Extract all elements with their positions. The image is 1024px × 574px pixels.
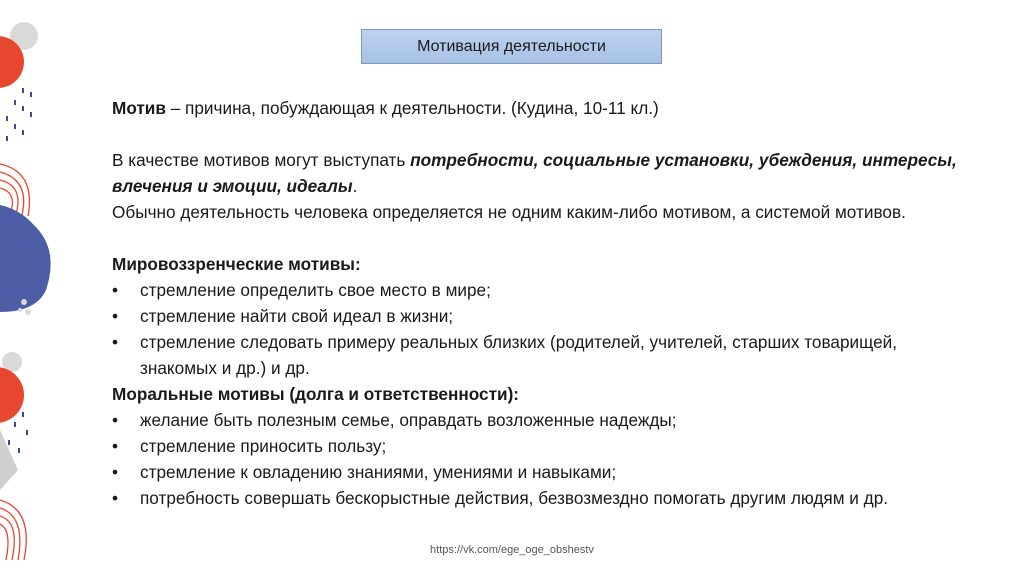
blue-shape xyxy=(0,205,51,312)
worldview-heading: Мировоззренческие мотивы: xyxy=(112,254,361,274)
motives-paragraph xyxy=(112,147,962,199)
list-item: • стремление к овладению знаниями, умениями и навыками; xyxy=(112,459,962,485)
list-item: • стремление найти свой идеал в жизни; xyxy=(112,303,962,329)
list-item: • стремление следовать примеру реальных близких (родителей, учителей, старших товарищей, знакомых и др.) и др. xyxy=(112,329,962,381)
slide-title-text: Мотивация деятельности xyxy=(417,37,606,55)
grey-triangle xyxy=(0,430,18,490)
list-item: • потребность совершать бескорыстные действия, безвозмездно помогать другим людям и др. xyxy=(112,485,962,511)
definition-term: Мотив xyxy=(112,98,166,118)
motives-end: . xyxy=(352,176,358,196)
slide-content xyxy=(112,95,962,511)
red-circle-mid xyxy=(0,367,24,423)
list-item: • стремление приносить пользу; xyxy=(112,433,962,459)
system-paragraph: Обычно деятельность человека определяется не одним каким-либо мотивом, а системой мотивов. xyxy=(112,202,906,222)
list-item: • стремление определить свое место в мире; xyxy=(112,277,962,303)
moral-heading: Моральные мотивы (долга и ответственности): xyxy=(112,384,520,404)
definition-text: – причина, побуждающая к деятельности. (Кудина, 10-11 кл.) xyxy=(165,98,659,118)
list-item: • желание быть полезным семье, оправдать возложенные надежды; xyxy=(112,407,962,433)
slide-title xyxy=(361,29,662,64)
footer-link: https://vk.com/ege_oge_obshestv xyxy=(430,544,594,556)
decorative-left-border xyxy=(0,0,70,574)
definition-paragraph xyxy=(112,95,962,121)
motives-list-emphasis: потребности, социальные установки, убеждения, интересы, влечения и эмоции, идеалы xyxy=(112,150,957,196)
dot-pattern-top xyxy=(6,88,32,141)
motives-intro: В качестве мотивов могут выступать xyxy=(112,150,411,170)
worldview-list xyxy=(112,277,962,381)
moral-list xyxy=(112,407,962,511)
